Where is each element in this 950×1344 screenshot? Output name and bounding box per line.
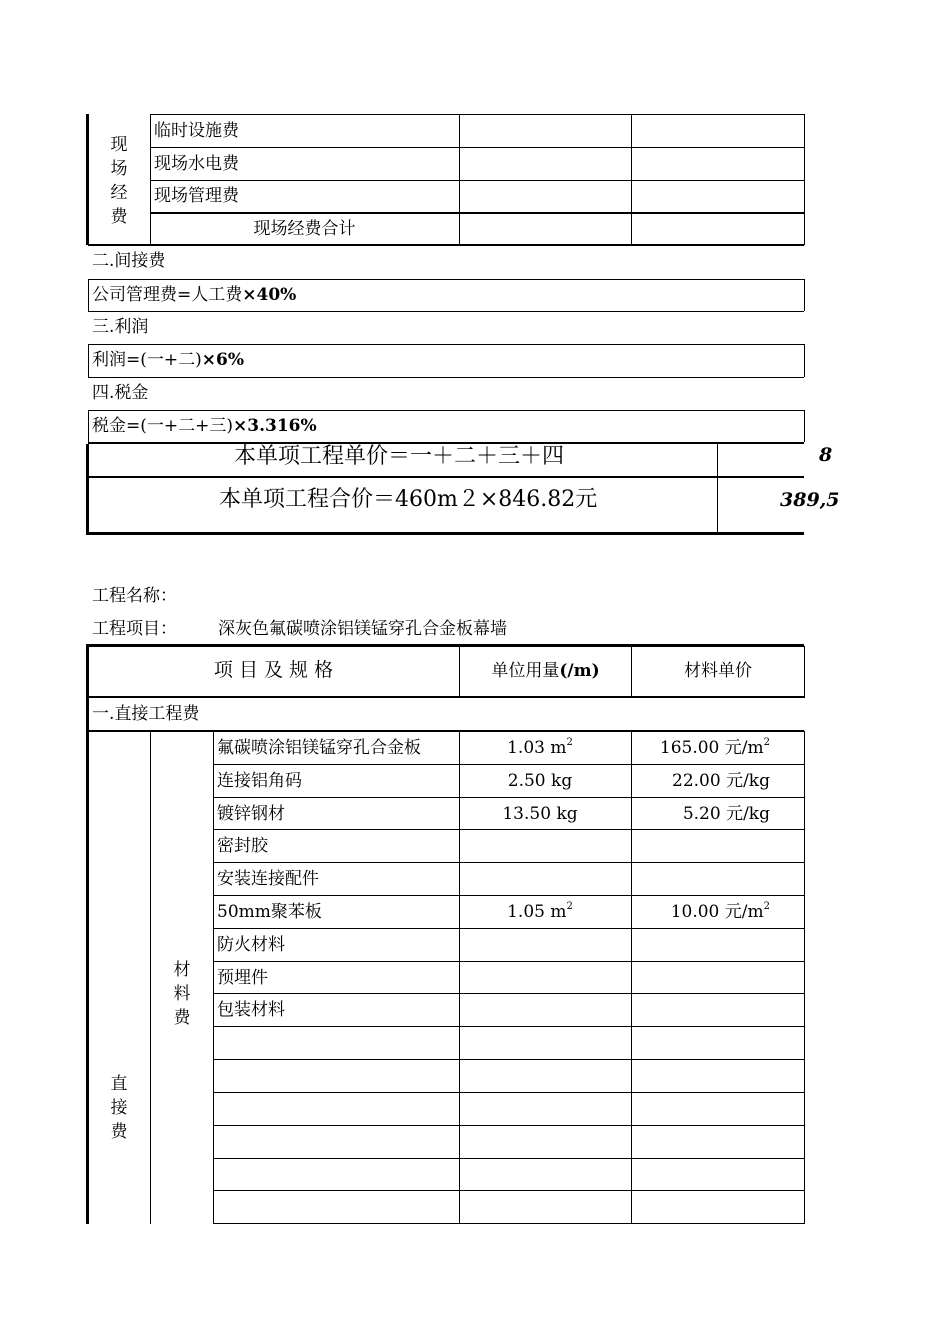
material-qty [460, 902, 620, 922]
row-label-site-management: 现场管理费 [154, 186, 239, 206]
material-price-sup: 2 [763, 737, 770, 748]
project-item-value: 深灰色氟碳喷涂铝镁锰穿孔合金板幕墙 [218, 619, 507, 639]
material-price-unit: 元/m [724, 902, 764, 922]
material-price-value: 22.00 [672, 771, 721, 791]
indirect-heading: 二.间接费 [92, 251, 166, 271]
material-qty-unit: kg [556, 804, 578, 824]
header-unit-usage-prefix: 单位用量 [491, 661, 560, 681]
profit-heading: 三.利润 [92, 317, 149, 337]
unit-price-value-clip [718, 444, 832, 476]
row-label-site-utilities: 现场水电费 [154, 154, 239, 174]
material-qty-value: 13.50 [502, 804, 552, 824]
project-item-label: 工程项目： [92, 619, 177, 639]
material-price [632, 804, 770, 824]
material-name: 包装材料 [217, 1000, 285, 1020]
profit-formula [92, 350, 244, 370]
material-qty-sup: 2 [566, 901, 573, 912]
total-price-value: 389,5 [780, 489, 840, 511]
material-qty [460, 804, 620, 824]
tax-formula-suffix: ×3.316% [233, 416, 317, 436]
material-qty-sup: 2 [566, 737, 573, 748]
header-item-spec: 项 目 及 规 格 [213, 659, 334, 681]
indirect-formula-prefix: 公司管理费=人工费 [92, 285, 243, 305]
profit-formula-suffix: ×6% [201, 350, 244, 370]
tax-formula-prefix: 税金=(一+二+三) [92, 416, 233, 436]
tax-heading: 四.税金 [92, 383, 149, 403]
indirect-formula-suffix: ×40% [242, 285, 297, 305]
unit-price-clip [88, 444, 717, 476]
unit-price-label: 本单项工程单价＝一＋二＋三＋四 [234, 444, 565, 469]
unit-price-value: 8 [819, 444, 833, 466]
material-qty-value: 1.03 [507, 738, 545, 758]
material-price [632, 902, 770, 922]
material-price-value: 10.00 [670, 902, 720, 922]
material-name: 预埋件 [217, 968, 268, 988]
material-qty [460, 771, 620, 791]
tax-formula [92, 416, 317, 436]
material-name: 安装连接配件 [217, 869, 319, 889]
direct-cost-heading: 一.直接工程费 [92, 704, 200, 724]
total-price-value-clip [718, 478, 840, 528]
material-price-unit: 元/m [724, 738, 764, 758]
material-qty-unit: m [550, 902, 567, 922]
material-name: 氟碳喷涂铝镁锰穿孔合金板 [217, 738, 421, 758]
material-qty [460, 738, 620, 758]
material-price [632, 738, 770, 758]
site-fee-group-label: 现场经费 [110, 135, 128, 227]
site-fee-subtotal-label: 现场经费合计 [253, 219, 356, 239]
total-price-label: 本单项工程合价＝460m２×846.82元 [219, 487, 598, 512]
project-name-label: 工程名称： [92, 586, 177, 606]
material-price-unit: 元/kg [726, 804, 770, 824]
indirect-formula [92, 285, 296, 305]
material-name: 50mm聚苯板 [217, 902, 322, 922]
material-qty-value: 2.50 [507, 771, 546, 791]
material-name: 连接铝角码 [217, 771, 302, 791]
material-price-unit: 元/kg [726, 771, 770, 791]
material-name: 密封胶 [217, 836, 268, 856]
material-qty-unit: m [550, 738, 567, 758]
material-name: 镀锌钢材 [217, 804, 285, 824]
material-name: 防火材料 [217, 935, 285, 955]
header-unit-usage-suffix: (/m) [559, 661, 600, 681]
material-price-value: 5.20 [682, 804, 721, 824]
material-fee-label: 材料费 [173, 960, 191, 1028]
material-price-value: 165.00 [659, 738, 720, 758]
profit-formula-prefix: 利润=(一+二) [92, 350, 202, 370]
header-unit-usage [460, 661, 631, 681]
material-qty-value: 1.05 [507, 902, 545, 922]
material-price-sup: 2 [763, 901, 770, 912]
header-material-price: 材料单价 [684, 661, 752, 681]
material-qty-unit: kg [551, 771, 573, 791]
direct-fee-label: 直接费 [110, 1074, 128, 1142]
material-price [632, 771, 770, 791]
row-label-temp-facilities: 临时设施费 [154, 121, 239, 141]
